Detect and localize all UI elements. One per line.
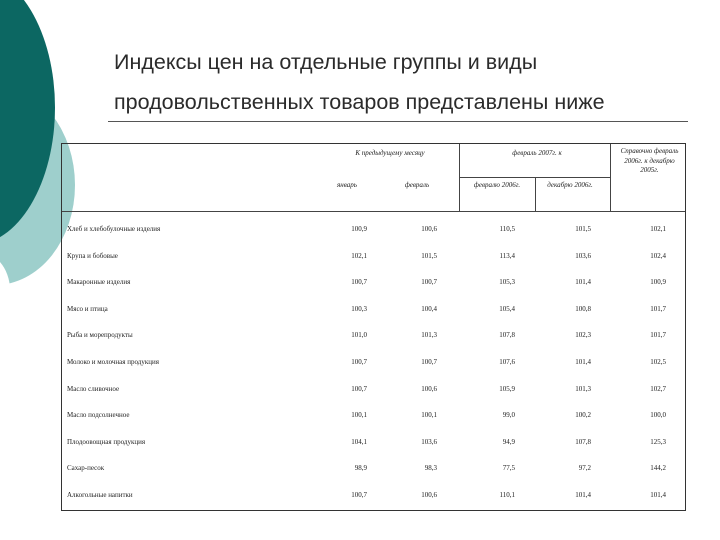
table-row <box>62 252 685 264</box>
row-value: 103,6 <box>575 251 591 260</box>
row-value: 100,7 <box>351 358 367 366</box>
row-label: Плодоовощная продукция <box>67 437 146 446</box>
header-january: январь <box>337 181 357 189</box>
row-value: 105,4 <box>499 304 515 313</box>
row-value: 99,0 <box>502 411 515 420</box>
table-row <box>62 411 685 423</box>
table-row <box>62 305 685 317</box>
row-value: 101,5 <box>421 251 437 260</box>
header-february: февраль <box>404 181 430 189</box>
row-value: 100,7 <box>421 358 437 366</box>
header-divider-v1 <box>459 144 460 212</box>
row-label: Мясо и птица <box>67 304 108 313</box>
header-feb2006: февралю 2006г. <box>473 181 521 189</box>
title-line-2: продовольственных товаров представлены ниже <box>114 90 605 114</box>
row-value: 100,7 <box>351 278 367 287</box>
row-label: Молоко и молочная продукция <box>67 358 159 366</box>
row-value: 100,1 <box>421 411 437 420</box>
header-reference: Справочно февраль 2006г. к декабрю 2005г. <box>620 147 679 174</box>
row-value: 100,6 <box>421 225 437 233</box>
row-value: 98,9 <box>354 464 367 473</box>
row-value: 110,5 <box>499 225 515 233</box>
row-value: 100,3 <box>351 304 367 313</box>
row-value: 101,4 <box>650 491 666 499</box>
header-prev-month: К предыдущему месяцу <box>355 149 425 157</box>
row-label: Сахар-песок <box>67 464 105 473</box>
row-value: 101,7 <box>650 331 666 340</box>
row-value: 101,4 <box>575 358 591 366</box>
row-value: 101,4 <box>575 278 591 287</box>
row-value: 94,9 <box>502 437 515 446</box>
row-value: 125,3 <box>650 437 666 446</box>
row-value: 100,1 <box>351 411 367 420</box>
header-feb2007: февраль 2007г. к <box>512 149 562 157</box>
row-value: 101,3 <box>575 384 591 393</box>
row-value: 100,9 <box>351 225 367 233</box>
table-row <box>62 464 685 476</box>
row-value: 110,1 <box>499 491 515 499</box>
header-bottom-rule <box>62 211 685 212</box>
row-value: 103,6 <box>421 437 437 446</box>
row-value: 102,1 <box>351 251 367 260</box>
row-value: 144,2 <box>650 464 666 473</box>
table-row <box>62 331 685 343</box>
row-value: 98,3 <box>424 464 437 473</box>
row-value: 100,6 <box>421 491 437 499</box>
row-value: 100,7 <box>421 278 437 287</box>
row-value: 107,8 <box>499 331 515 340</box>
row-value: 77,5 <box>502 464 515 473</box>
row-label: Масло подсолнечное <box>67 411 130 420</box>
row-value: 105,3 <box>499 278 515 287</box>
slide-title <box>114 42 704 122</box>
row-label: Крупа и бобовые <box>67 251 118 260</box>
row-value: 101,3 <box>421 331 437 340</box>
row-value: 100,2 <box>575 411 591 420</box>
header-divider-v2 <box>610 144 611 212</box>
row-value: 102,1 <box>650 225 666 233</box>
table-row <box>62 225 685 237</box>
row-value: 107,6 <box>499 358 515 366</box>
header-dec2006: декабрю 2006г. <box>547 181 593 189</box>
row-label: Хлеб и хлебобулочные изделия <box>67 225 161 233</box>
row-value: 113,4 <box>499 251 515 260</box>
row-value: 100,7 <box>351 384 367 393</box>
row-label: Рыба и морепродукты <box>67 331 133 340</box>
table-row <box>62 278 685 290</box>
row-value: 102,3 <box>575 331 591 340</box>
row-value: 101,7 <box>650 304 666 313</box>
row-value: 102,7 <box>650 384 666 393</box>
row-value: 100,0 <box>650 411 666 420</box>
row-value: 105,9 <box>499 384 515 393</box>
row-value: 100,7 <box>351 491 367 499</box>
row-value: 100,4 <box>421 304 437 313</box>
table-row <box>62 438 685 450</box>
row-value: 100,6 <box>421 384 437 393</box>
title-line-1: Индексы цен на отдельные группы и виды <box>114 50 538 74</box>
row-label: Масло сливочное <box>67 384 120 393</box>
header-divider-v3 <box>535 177 536 212</box>
table-row <box>62 491 685 503</box>
row-label: Макаронные изделия <box>67 278 131 287</box>
row-value: 97,2 <box>578 464 591 473</box>
table-row <box>62 358 685 370</box>
row-value: 101,5 <box>575 225 591 233</box>
row-value: 102,4 <box>650 251 666 260</box>
row-value: 101,4 <box>575 491 591 499</box>
row-label: Алкогольные напитки <box>67 491 133 499</box>
row-value: 101,0 <box>351 331 367 340</box>
row-value: 100,9 <box>650 278 666 287</box>
table-row <box>62 385 685 397</box>
row-value: 104,1 <box>351 437 367 446</box>
row-value: 100,8 <box>575 304 591 313</box>
title-divider <box>108 121 688 122</box>
row-value: 102,5 <box>650 358 666 366</box>
price-index-table <box>61 143 686 511</box>
row-value: 107,8 <box>575 437 591 446</box>
